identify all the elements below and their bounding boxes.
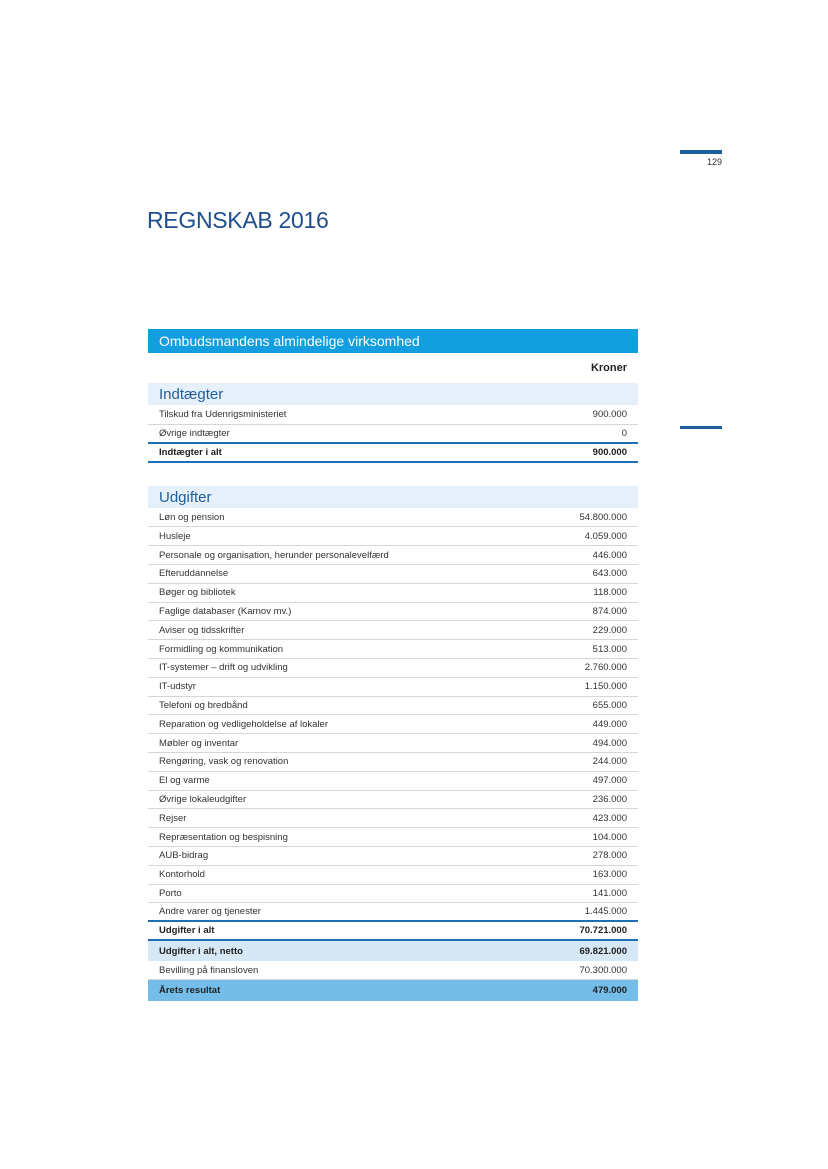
row-label: IT-udstyr [159,681,196,693]
row-label: Udgifter i alt, netto [159,945,243,957]
row-label: Formidling og kommunikation [159,643,284,655]
table-row [148,546,638,565]
table-row [148,715,638,734]
row-label: Kontorhold [159,869,205,881]
table-row [148,753,638,772]
row-label: Tilskud fra Udenrigsministeriet [159,409,287,421]
row-value: 118.000 [593,587,627,599]
row-label: Husleje [159,530,191,542]
row-value: 278.000 [592,850,627,862]
row-value: 655.000 [592,699,627,711]
row-value: 446.000 [592,549,627,561]
row-label: Møbler og inventar [159,737,239,749]
row-value: 494.000 [592,737,627,749]
row-label: Rengøring, vask og renovation [159,756,289,768]
row-value: 229.000 [592,624,627,636]
row-value: 449.000 [592,718,627,730]
row-value: 2.760.000 [584,662,627,674]
table-row [148,621,638,640]
income-heading: Indtægter [148,383,638,405]
page-title: REGNSKAB 2016 [147,207,329,233]
expenses-heading: Udgifter [148,486,638,508]
table-row [148,866,638,885]
expenses-net-row [148,941,638,961]
table-row [148,527,638,546]
table-row [148,603,638,622]
table-row [148,640,638,659]
table-row [148,584,638,603]
row-value: 513.000 [592,643,627,655]
row-label: Repræsentation og bespisning [159,831,288,843]
row-value: 423.000 [592,812,627,824]
row-label: Personale og organisation, herunder personalevelfærd [159,549,389,561]
unit-label: Kroner [590,362,627,374]
table-row [148,659,638,678]
table-row [148,791,638,810]
row-label: Øvrige lokaleudgifter [159,793,247,805]
row-value: 236.000 [592,793,627,805]
row-value: 874.000 [592,605,627,617]
table-row [148,885,638,904]
page-number: 129 [706,157,722,167]
row-label: Efteruddannelse [159,568,229,580]
side-accent-bar [680,426,722,429]
row-label: Indtægter i alt [159,446,222,458]
row-value: 0 [621,427,627,439]
row-label: Årets resultat [159,984,221,996]
row-label: Bevilling på finansloven [159,964,259,976]
row-label: Bøger og bibliotek [159,587,236,599]
result-row [148,980,638,1001]
row-label: Øvrige indtægter [159,427,230,439]
header-accent-bar [680,150,722,154]
row-value: 1.445.000 [584,906,627,918]
row-label: Reparation og vedligeholdelse af lokaler [159,718,329,730]
row-label: Aviser og tidsskrifter [159,624,245,636]
row-label: IT-systemer – drift og udvikling [159,662,288,674]
table-row [148,903,638,922]
row-value: 69.821.000 [579,945,627,957]
table-row [148,678,638,697]
row-value: 479.000 [592,984,627,996]
table-header: Ombudsmandens almindelige virksomhed [148,329,638,353]
row-value: 4.059.000 [584,530,627,542]
income-rows [148,406,638,444]
row-label: El og varme [159,775,210,787]
table-row [148,509,638,528]
appropriation-row [148,961,638,980]
row-value: 70.300.000 [579,964,627,976]
row-value: 70.721.000 [579,925,627,937]
row-label: Løn og pension [159,511,225,523]
table-row [148,734,638,753]
table-row [148,406,638,425]
table-row [148,565,638,584]
row-label: AUB-bidrag [159,850,209,862]
row-label: Udgifter i alt [159,925,215,937]
row-value: 104.000 [592,831,627,843]
row-value: 1.150.000 [584,681,627,693]
table-row [148,425,638,444]
row-label: Faglige databaser (Karnov mv.) [159,605,292,617]
table-row [148,772,638,791]
row-value: 163.000 [592,869,627,881]
income-total-row [148,444,638,463]
table-row [148,828,638,847]
table-row [148,847,638,866]
expense-rows [148,509,638,923]
accounts-table [148,329,638,1001]
row-label: Telefoni og bredbånd [159,699,248,711]
row-value: 54.800.000 [579,511,627,523]
table-row [148,809,638,828]
row-label: Porto [159,887,182,899]
table-row [148,697,638,716]
expenses-total-row [148,922,638,941]
row-value: 497.000 [592,775,627,787]
row-label: Andre varer og tjenester [159,906,261,918]
row-value: 643.000 [592,568,627,580]
row-value: 141.000 [592,887,627,899]
row-label: Rejser [159,812,187,824]
row-value: 900.000 [592,409,627,421]
row-value: 244.000 [592,756,627,768]
row-value: 900.000 [592,446,627,458]
